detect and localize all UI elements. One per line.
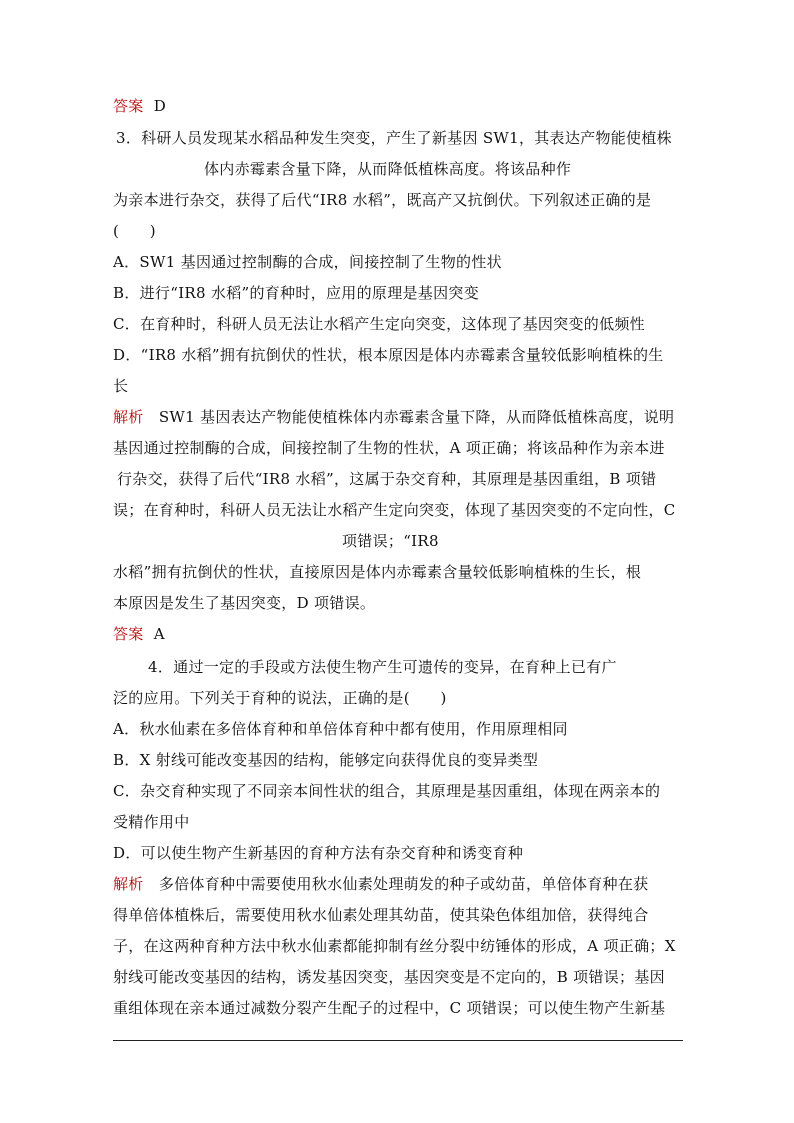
q4-analysis-line-1 [113,874,648,894]
q4-analysis-line-5: 重组体现在亲本通过减数分裂产生配子的过程中，C 项错误；可以使生物产生新基 [113,999,666,1017]
q3-analysis-line-5: 项错误；“IR8 [342,532,439,550]
q3-analysis-line-1 [113,407,674,427]
q4-analysis-line-3: 子，在这两种育种方法中秋水仙素都能抑制有丝分裂中纺锤体的形成，A 项正确；X [113,937,676,955]
q3-answer-value: A [153,625,165,643]
q3-option-d-cont: 长 [113,377,129,395]
answer-label: 答案 [113,97,144,115]
q3-analysis-line-3: 行杂交，获得了后代“IR8 水稻”，这属于杂交育种，其原理是基因重组，B 项错 [117,470,657,488]
q3-option-b: B．进行“IR8 水稻”的育种时，应用的原理是基因突变 [113,284,479,302]
q3-analysis-line-2: 基因通过控制酶的合成，间接控制了生物的性状，A 项正确；将该品种作为亲本进 [113,439,665,457]
q3-option-a: A．SW1 基因通过控制酶的合成，间接控制了生物的性状 [113,253,502,271]
q4-option-c: C．杂交育种实现了不同亲本间性状的组合，其原理是基因重组，体现在两亲本的 [113,782,661,800]
analysis-label: 解析 [113,408,144,426]
q3-option-d: D．“IR8 水稻”拥有抗倒伏的性状，根本原因是体内赤霉素含量较低影响植株的生 [113,346,664,364]
q3-stem-line-2: 体内赤霉素含量下降，从而降低植株高度。将该品种作 [204,160,572,178]
answer-label: 答案 [113,625,144,643]
q4-stem-line-1: 4．通过一定的手段或方法使生物产生可遗传的变异，在育种上已有广 [148,658,617,676]
q3-analysis-line-7: 本原因是发生了基因突变，D 项错误。 [113,594,376,612]
q4-analysis-line-2: 得单倍体植株后，需要使用秋水仙素处理其幼苗，使其染色体组加倍，获得纯合 [113,906,649,924]
q4-option-a: A．秋水仙素在多倍体育种和单倍体育种中都有使用，作用原理相同 [113,720,568,738]
q4-stem-line-2: 泛的应用。下列关于育种的说法，正确的是( ) [113,689,447,707]
q3-analysis-text-1: SW1 基因表达产物能使植株体内赤霉素含量下降，从而降低植株高度，说明 [158,408,675,426]
footer-divider [113,1040,683,1041]
analysis-label: 解析 [113,875,144,893]
q3-option-c: C．在育种时，科研人员无法让水稻产生定向突变，这体现了基因突变的低频性 [113,315,645,333]
q3-stem-line-3: 为亲本进行杂交，获得了后代“IR8 水稻”，既高产又抗倒伏。下列叙述正确的是 [113,191,652,209]
q3-answer-line [113,624,165,644]
q3-stem-line-4: ( ) [113,222,156,240]
q3-analysis-line-4: 误；在育种时，科研人员无法让水稻产生定向突变，体现了基因突变的不定向性，C [113,501,676,519]
q4-option-d: D．可以使生物产生新基因的育种方法有杂交育种和诱变育种 [113,844,524,862]
q3-stem-line-1: 3．科研人员发现某水稻品种发生突变，产生了新基因 SW1，其表达产物能使植株 [116,129,672,147]
q3-analysis-line-6: 水稻”拥有抗倒伏的性状，直接原因是体内赤霉素含量较低影响植株的生长，根 [113,563,642,581]
q2-answer-value: D [153,97,167,115]
q2-answer-line [113,96,166,116]
q4-analysis-line-4: 射线可能改变基因的结构，诱发基因突变，基因突变是不定向的，B 项错误；基因 [113,968,665,986]
q4-analysis-text-1: 多倍体育种中需要使用秋水仙素处理萌发的种子或幼苗，单倍体育种在获 [158,875,649,893]
q4-option-b: B．X 射线可能改变基因的结构，能够定向获得优良的变异类型 [113,751,539,769]
q4-option-c-cont: 受精作用中 [113,813,190,831]
